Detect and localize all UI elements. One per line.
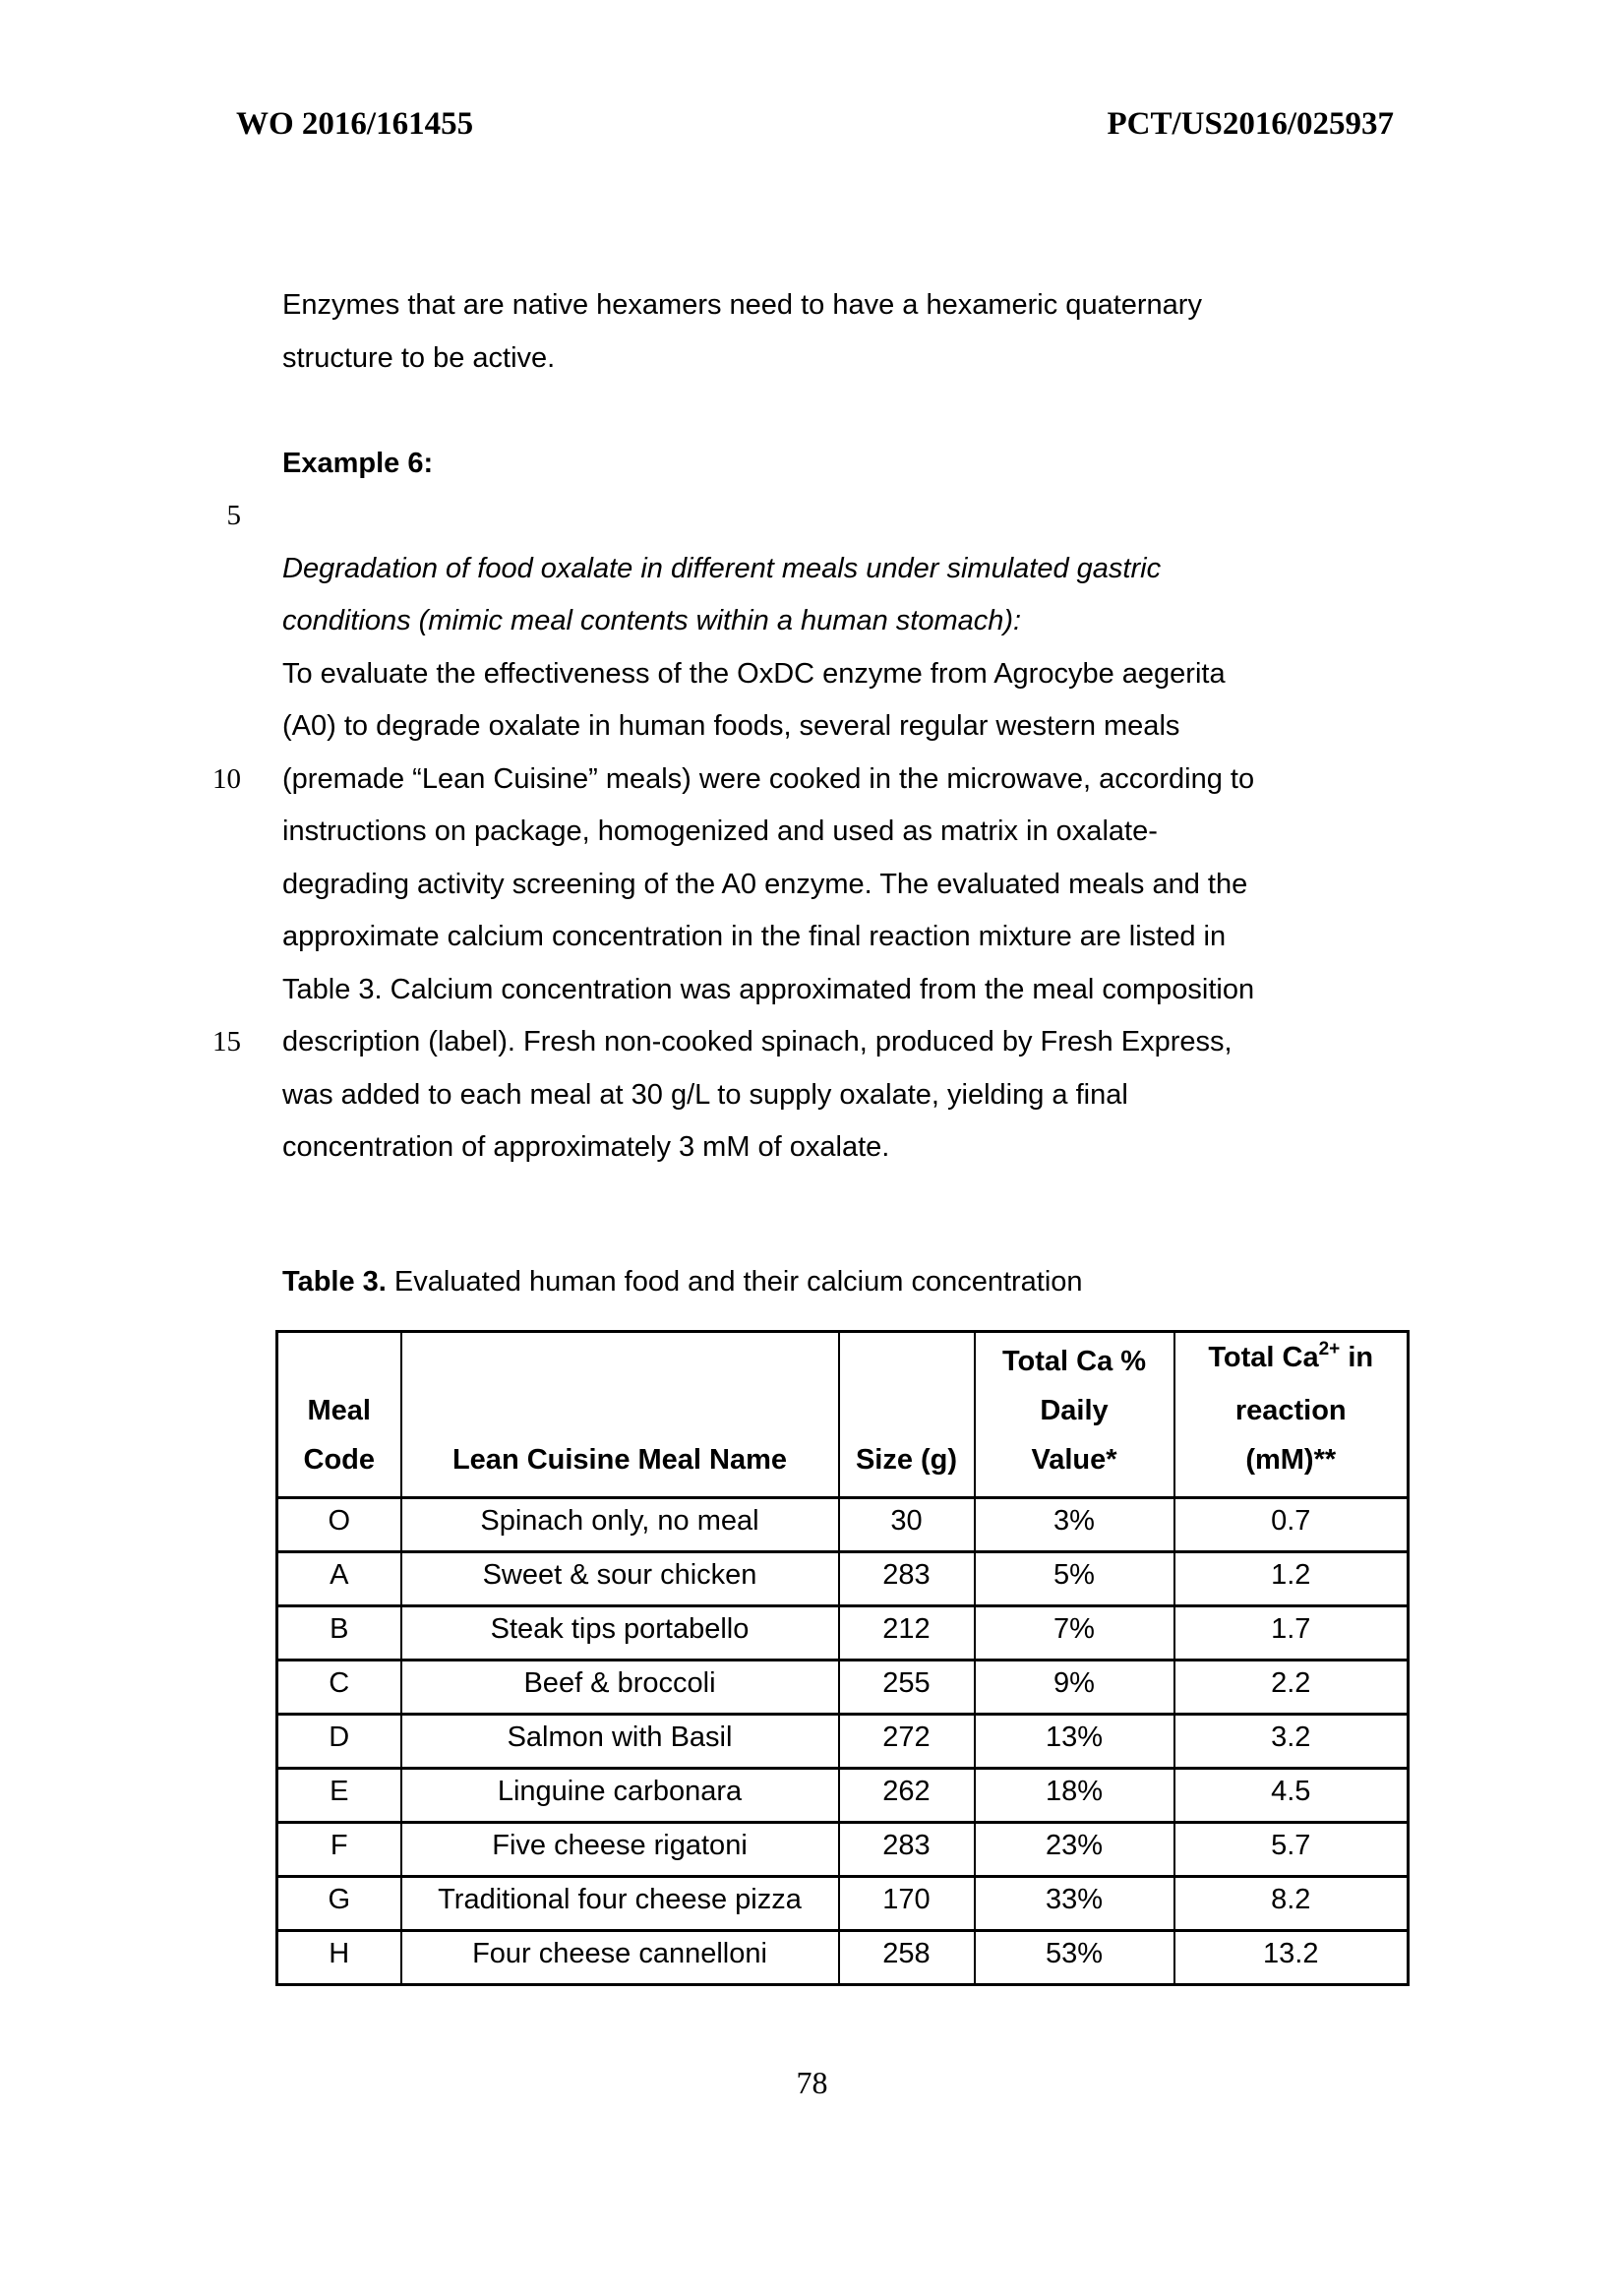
col-header-meal-code — [277, 1332, 401, 1498]
table-row — [277, 1606, 1409, 1661]
body-line — [282, 1121, 1423, 1175]
col-header-reaction-line3: (mM)** — [1245, 1444, 1337, 1476]
body-line — [282, 648, 1423, 701]
meal-name-cell: Four cheese cannelloni — [401, 1931, 839, 1985]
daily-value-cell: 53% — [975, 1931, 1174, 1985]
body-line-text: Degradation of food oxalate in different meals under simulated gastric — [282, 552, 1162, 584]
table-header-row — [277, 1332, 1409, 1498]
body-line — [282, 1069, 1423, 1122]
body-text — [212, 279, 1423, 1175]
body-line — [282, 385, 1423, 438]
body-line-text: Table 3. Calcium concentration was approximated from the meal composition — [282, 973, 1255, 1005]
body-line — [282, 595, 1423, 648]
meal-code-cell: B — [277, 1606, 401, 1661]
col-header-reaction-line2: reaction — [1234, 1395, 1347, 1426]
application-number: PCT/US2016/025937 — [1107, 106, 1394, 142]
body-line-text: was added to each meal at 30 g/L to supply oxalate, yielding a final — [282, 1078, 1128, 1111]
reaction-mm-cell: 13.2 — [1174, 1931, 1409, 1985]
meal-name-cell: Salmon with Basil — [401, 1715, 839, 1769]
col-header-total-ca-reaction — [1174, 1332, 1409, 1498]
size-cell: 283 — [839, 1823, 975, 1877]
col-header-meal-code-line1: Meal — [307, 1395, 371, 1426]
reaction-mm-cell: 2.2 — [1174, 1661, 1409, 1715]
body-line-text: description (label). Fresh non-cooked spinach, produced by Fresh Express, — [282, 1026, 1233, 1057]
table-caption-text: Evaluated human food and their calcium concentration — [386, 1266, 1083, 1298]
col-header-daily-line2: Daily — [1040, 1395, 1109, 1426]
body-line-text: Enzymes that are native hexamers need to have a hexameric quaternary — [282, 289, 1202, 321]
body-line-text: (premade “Lean Cuisine” meals) were cooked in the microwave, according to — [282, 762, 1255, 795]
daily-value-cell: 18% — [975, 1769, 1174, 1823]
body-line — [282, 438, 1423, 491]
col-header-meal-code-line2: Code — [303, 1444, 375, 1476]
meal-name-cell: Sweet & sour chicken — [401, 1552, 839, 1606]
table-row — [277, 1552, 1409, 1606]
table-row — [277, 1498, 1409, 1552]
body-line — [282, 806, 1423, 859]
body-line-text: To evaluate the effectiveness of the OxDC enzyme from Agrocybe aegerita — [282, 657, 1226, 690]
body-line — [212, 754, 1423, 807]
col-header-size — [839, 1332, 975, 1498]
size-cell: 262 — [839, 1769, 975, 1823]
reaction-header-superscript: 2+ — [1318, 1339, 1341, 1359]
body-line-text: concentration of approximately 3 mM of oxalate. — [282, 1131, 890, 1163]
body-line-text: conditions (mimic meal contents within a human stomach): — [282, 605, 1022, 636]
table-row — [277, 1769, 1409, 1823]
reaction-mm-cell: 1.7 — [1174, 1606, 1409, 1661]
reaction-header-tail: in — [1340, 1342, 1374, 1373]
body-line — [282, 964, 1423, 1017]
col-header-reaction-line1 — [1179, 1333, 1404, 1386]
reaction-mm-cell: 3.2 — [1174, 1715, 1409, 1769]
margin-line-number: 10 — [212, 762, 241, 795]
col-header-daily-line3: Value* — [1031, 1444, 1117, 1476]
daily-value-cell: 23% — [975, 1823, 1174, 1877]
size-cell: 283 — [839, 1552, 975, 1606]
meal-code-cell: H — [277, 1931, 401, 1985]
margin-line-number: 15 — [212, 1026, 241, 1057]
col-header-total-ca-daily — [975, 1332, 1174, 1498]
body-line — [212, 1016, 1423, 1069]
table-row — [277, 1877, 1409, 1931]
size-cell: 170 — [839, 1877, 975, 1931]
reaction-header-base: Total Ca — [1208, 1342, 1319, 1373]
margin-line-number: 5 — [226, 500, 241, 531]
body-line — [282, 700, 1423, 754]
meal-code-cell: E — [277, 1769, 401, 1823]
table-row — [277, 1931, 1409, 1985]
body-line-text: approximate calcium concentration in the final reaction mixture are listed in — [282, 921, 1227, 952]
reaction-mm-cell: 8.2 — [1174, 1877, 1409, 1931]
body-line-text: degrading activity screening of the A0 enzyme. The evaluated meals and the — [282, 868, 1248, 900]
daily-value-cell: 9% — [975, 1661, 1174, 1715]
table-row — [277, 1715, 1409, 1769]
daily-value-cell: 7% — [975, 1606, 1174, 1661]
size-cell: 212 — [839, 1606, 975, 1661]
meal-name-cell: Five cheese rigatoni — [401, 1823, 839, 1877]
body-line — [226, 490, 1423, 543]
meal-code-cell: F — [277, 1823, 401, 1877]
daily-value-cell: 33% — [975, 1877, 1174, 1931]
col-header-meal-name-text: Lean Cuisine Meal Name — [451, 1444, 788, 1476]
size-cell: 258 — [839, 1931, 975, 1985]
table-row — [277, 1661, 1409, 1715]
col-header-meal-name — [401, 1332, 839, 1498]
meal-name-cell: Spinach only, no meal — [401, 1498, 839, 1552]
meal-code-cell: A — [277, 1552, 401, 1606]
meal-name-cell: Steak tips portabello — [401, 1606, 839, 1661]
daily-value-cell: 3% — [975, 1498, 1174, 1552]
meal-code-cell: C — [277, 1661, 401, 1715]
reaction-mm-cell: 5.7 — [1174, 1823, 1409, 1877]
reaction-mm-cell: 1.2 — [1174, 1552, 1409, 1606]
body-line — [282, 279, 1423, 332]
body-line-text: structure to be active. — [282, 341, 556, 374]
size-cell: 255 — [839, 1661, 975, 1715]
body-line-text: Example 6: — [282, 447, 434, 479]
meal-code-cell: O — [277, 1498, 401, 1552]
size-cell: 30 — [839, 1498, 975, 1552]
body-line-text: (A0) to degrade oxalate in human foods, several regular western meals — [282, 710, 1180, 742]
reaction-mm-cell: 4.5 — [1174, 1769, 1409, 1823]
meal-code-cell: D — [277, 1715, 401, 1769]
meal-name-cell: Traditional four cheese pizza — [401, 1877, 839, 1931]
body-line-text: instructions on package, homogenized and used as matrix in oxalate- — [282, 815, 1158, 847]
col-header-size-text: Size (g) — [855, 1444, 958, 1476]
size-cell: 272 — [839, 1715, 975, 1769]
page-number: 78 — [796, 2065, 828, 2100]
body-line — [282, 332, 1423, 386]
meal-code-cell: G — [277, 1877, 401, 1931]
table-caption — [282, 1256, 1083, 1309]
col-header-daily-line1: Total Ca % — [1001, 1346, 1147, 1377]
body-line — [282, 543, 1423, 596]
daily-value-cell: 5% — [975, 1552, 1174, 1606]
body-line — [282, 859, 1423, 912]
table-caption-label: Table 3. — [282, 1266, 387, 1298]
publication-number: WO 2016/161455 — [236, 106, 474, 142]
body-line — [282, 911, 1423, 964]
table-row — [277, 1823, 1409, 1877]
daily-value-cell: 13% — [975, 1715, 1174, 1769]
meal-name-cell: Linguine carbonara — [401, 1769, 839, 1823]
meal-name-cell: Beef & broccoli — [401, 1661, 839, 1715]
meals-calcium-table — [275, 1330, 1410, 1986]
reaction-mm-cell: 0.7 — [1174, 1498, 1409, 1552]
